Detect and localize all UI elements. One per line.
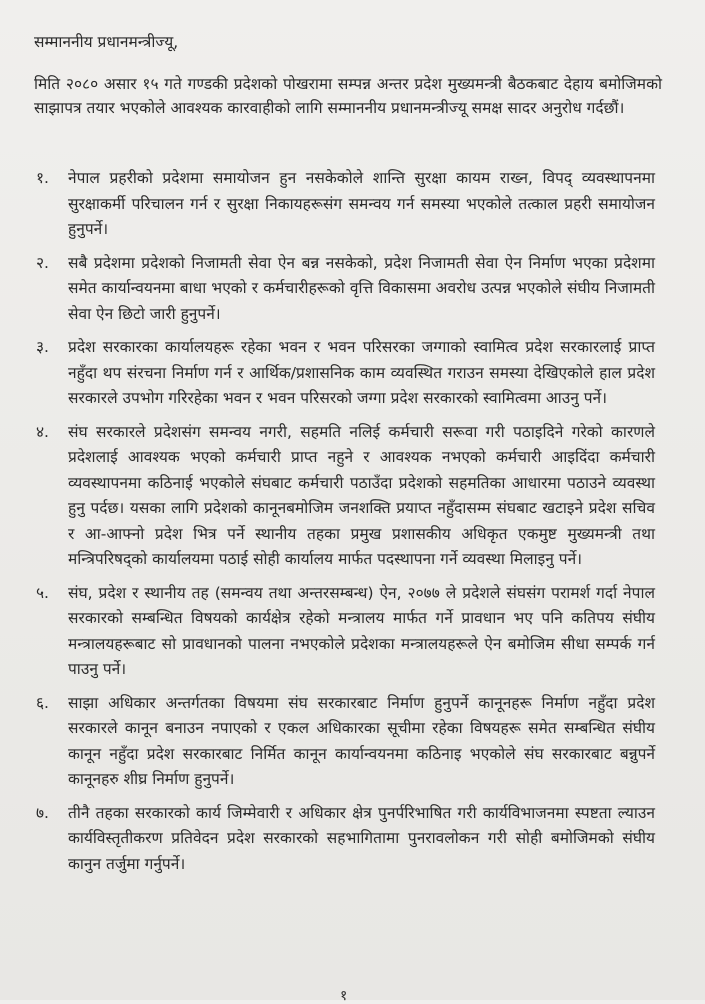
item-text: प्रदेश सरकारका कार्यालयहरू रहेका भवन र भवन परिसरका जग्गाको स्वामित्व प्रदेश सरकारलाई प्राप्त नहुँदा थप संरचना निर्माण गर्न र आर्थिक/प्रशासनिक काम व्यवस्थित गराउन समस्या देखिएकोले हाल प्रदेश सरकारले उपभोग गरिरहेका भवन र भवन परिसरको जग्गा प्रदेश सरकारको स्वामित्वमा आउनु पर्ने।: [68, 338, 655, 407]
list-item: [0, 251, 705, 328]
salutation: सम्माननीय प्रधानमन्त्रीज्यू,: [34, 33, 179, 51]
item-number: ४.: [36, 422, 49, 441]
item-text: सबै प्रदेशमा प्रदेशको निजामती सेवा ऐन बन्न नसकेको, प्रदेश निजामती सेवा ऐन निर्माण भएका प्रदेशमा समेत कार्यान्वयनमा बाधा भएको र कर्मचारीहरूको वृत्ति विकासमा अवरोध उत्पन्न भएकोले संघीय निजामती सेवा ऐन छिटो जारी हुनुपर्ने।: [68, 253, 655, 323]
item-number: ३.: [36, 338, 49, 356]
list-item: [0, 335, 705, 412]
list-item: [0, 581, 705, 683]
demand-list: [0, 166, 705, 885]
item-number: १.: [36, 169, 49, 187]
item-number: ५.: [36, 583, 49, 602]
item-number: ६.: [36, 693, 49, 712]
item-number: ७.: [36, 803, 49, 822]
item-text: संघ सरकारले प्रदेशसंग समन्वय नगरी, सहमति नलिई कर्मचारी सरूवा गरी पठाइदिने गरेको कारणले प्रदेशलाई आवश्यक भएको कर्मचारी प्राप्त नहुने र आवश्यक नभएको कर्मचारी आइदिंदा कर्मचारी व्यवस्थापनमा कठिनाई भएकोले संघबाट कर्मचारी पठाउँदा प्रदेशको सहमतिका आधारमा पठाउने व्यवस्था हुनु पर्दछ। यसका लागि प्रदेशको कानूनबमोजिम जनशक्ति प्रयाप्त नहुँदासम्म संघबाट खटाइने प्रदेश सचिव र आ-आफ्नो प्रदेश भित्र पर्ने स्थानीय तहका प्रमुख प्रशासकीय अधिकृत एकमुष्ट मुख्यमन्त्री तथा मन्त्रिपरिषद्को कार्यालयमा पठाई सोही कार्यालय मार्फत पदस्थापना गर्ने व्यवस्था मिलाइनु पर्ने।: [68, 422, 655, 568]
page-number: १: [340, 988, 348, 1004]
item-text: साझा अधिकार अन्तर्गतका विषयमा संघ सरकारबाट निर्माण हुनुपर्ने कानूनहरू निर्माण नहुँदा प्रदेश सरकारले कानून बनाउन नपाएको र एकल अधिकारका सूचीमा रहेका विषयहरू समेत सम्बन्धित संघीय कानून नहुँदा प्रदेश सरकारबाट निर्मित कानून कार्यान्वयनमा कठिनाइ भएकोले संघ सरकारबाट बन्नुपर्ने कानूनहरु शीघ्र निर्माण हुनुपर्ने।: [68, 693, 655, 788]
intro-paragraph: मिति २०८० असार १५ गते गण्डकी प्रदेशको पोखरामा सम्पन्न अन्तर प्रदेश मुख्यमन्त्री बैठकबाट देहाय बमोजिमको साझापत्र तयार भएकोले आवश्यक कारवाहीको लागि सम्माननीय प्रधानमन्त्रीज्यू समक्ष सादर अनुरोध गर्दछौं।: [34, 75, 662, 117]
item-number: २.: [36, 253, 49, 272]
item-text: नेपाल प्रहरीको प्रदेशमा समायोजन हुन नसकेकोले शान्ति सुरक्षा कायम राख्न, विपद् व्यवस्थापनमा सुरक्षाकर्मी परिचालन गर्न र सुरक्षा निकायहरूसंग समन्वय गर्न समस्या भएकोले तत्काल प्रहरी समायोजन हुनुपर्ने।: [68, 169, 655, 238]
list-item: [0, 691, 705, 793]
list-item: [0, 166, 705, 243]
list-item: [0, 420, 705, 573]
item-text: तीनै तहका सरकारको कार्य जिम्मेवारी र अधिकार क्षेत्र पुनर्परिभाषित गरी कार्यविभाजनमा स्पष्टता ल्याउन कार्यविस्तृतीकरण प्रतिवेदन प्रदेश सरकारको सहभागितामा पुनरावलोकन गरी सोही बमोजिमको संघीय कानुन तर्जुमा गर्नुपर्ने।: [68, 803, 655, 873]
item-text: संघ, प्रदेश र स्थानीय तह (समन्वय तथा अन्तरसम्बन्ध) ऐन, २०७७ ले प्रदेशले संघसंग परामर्श गर्दा नेपाल सरकारको सम्बन्धित विषयको कार्यक्षेत्र रहेको मन्त्रालय मार्फत गर्ने प्रावधान भए पनि कतिपय संघीय मन्त्रालयहरूबाट सो प्रावधानको पालना नभएकोले प्रदेशका मन्त्रालयहरूले ऐन बमोजिम सीधा सम्पर्क गर्न पाउनु पर्ने।: [68, 583, 655, 678]
list-item: [0, 801, 705, 878]
